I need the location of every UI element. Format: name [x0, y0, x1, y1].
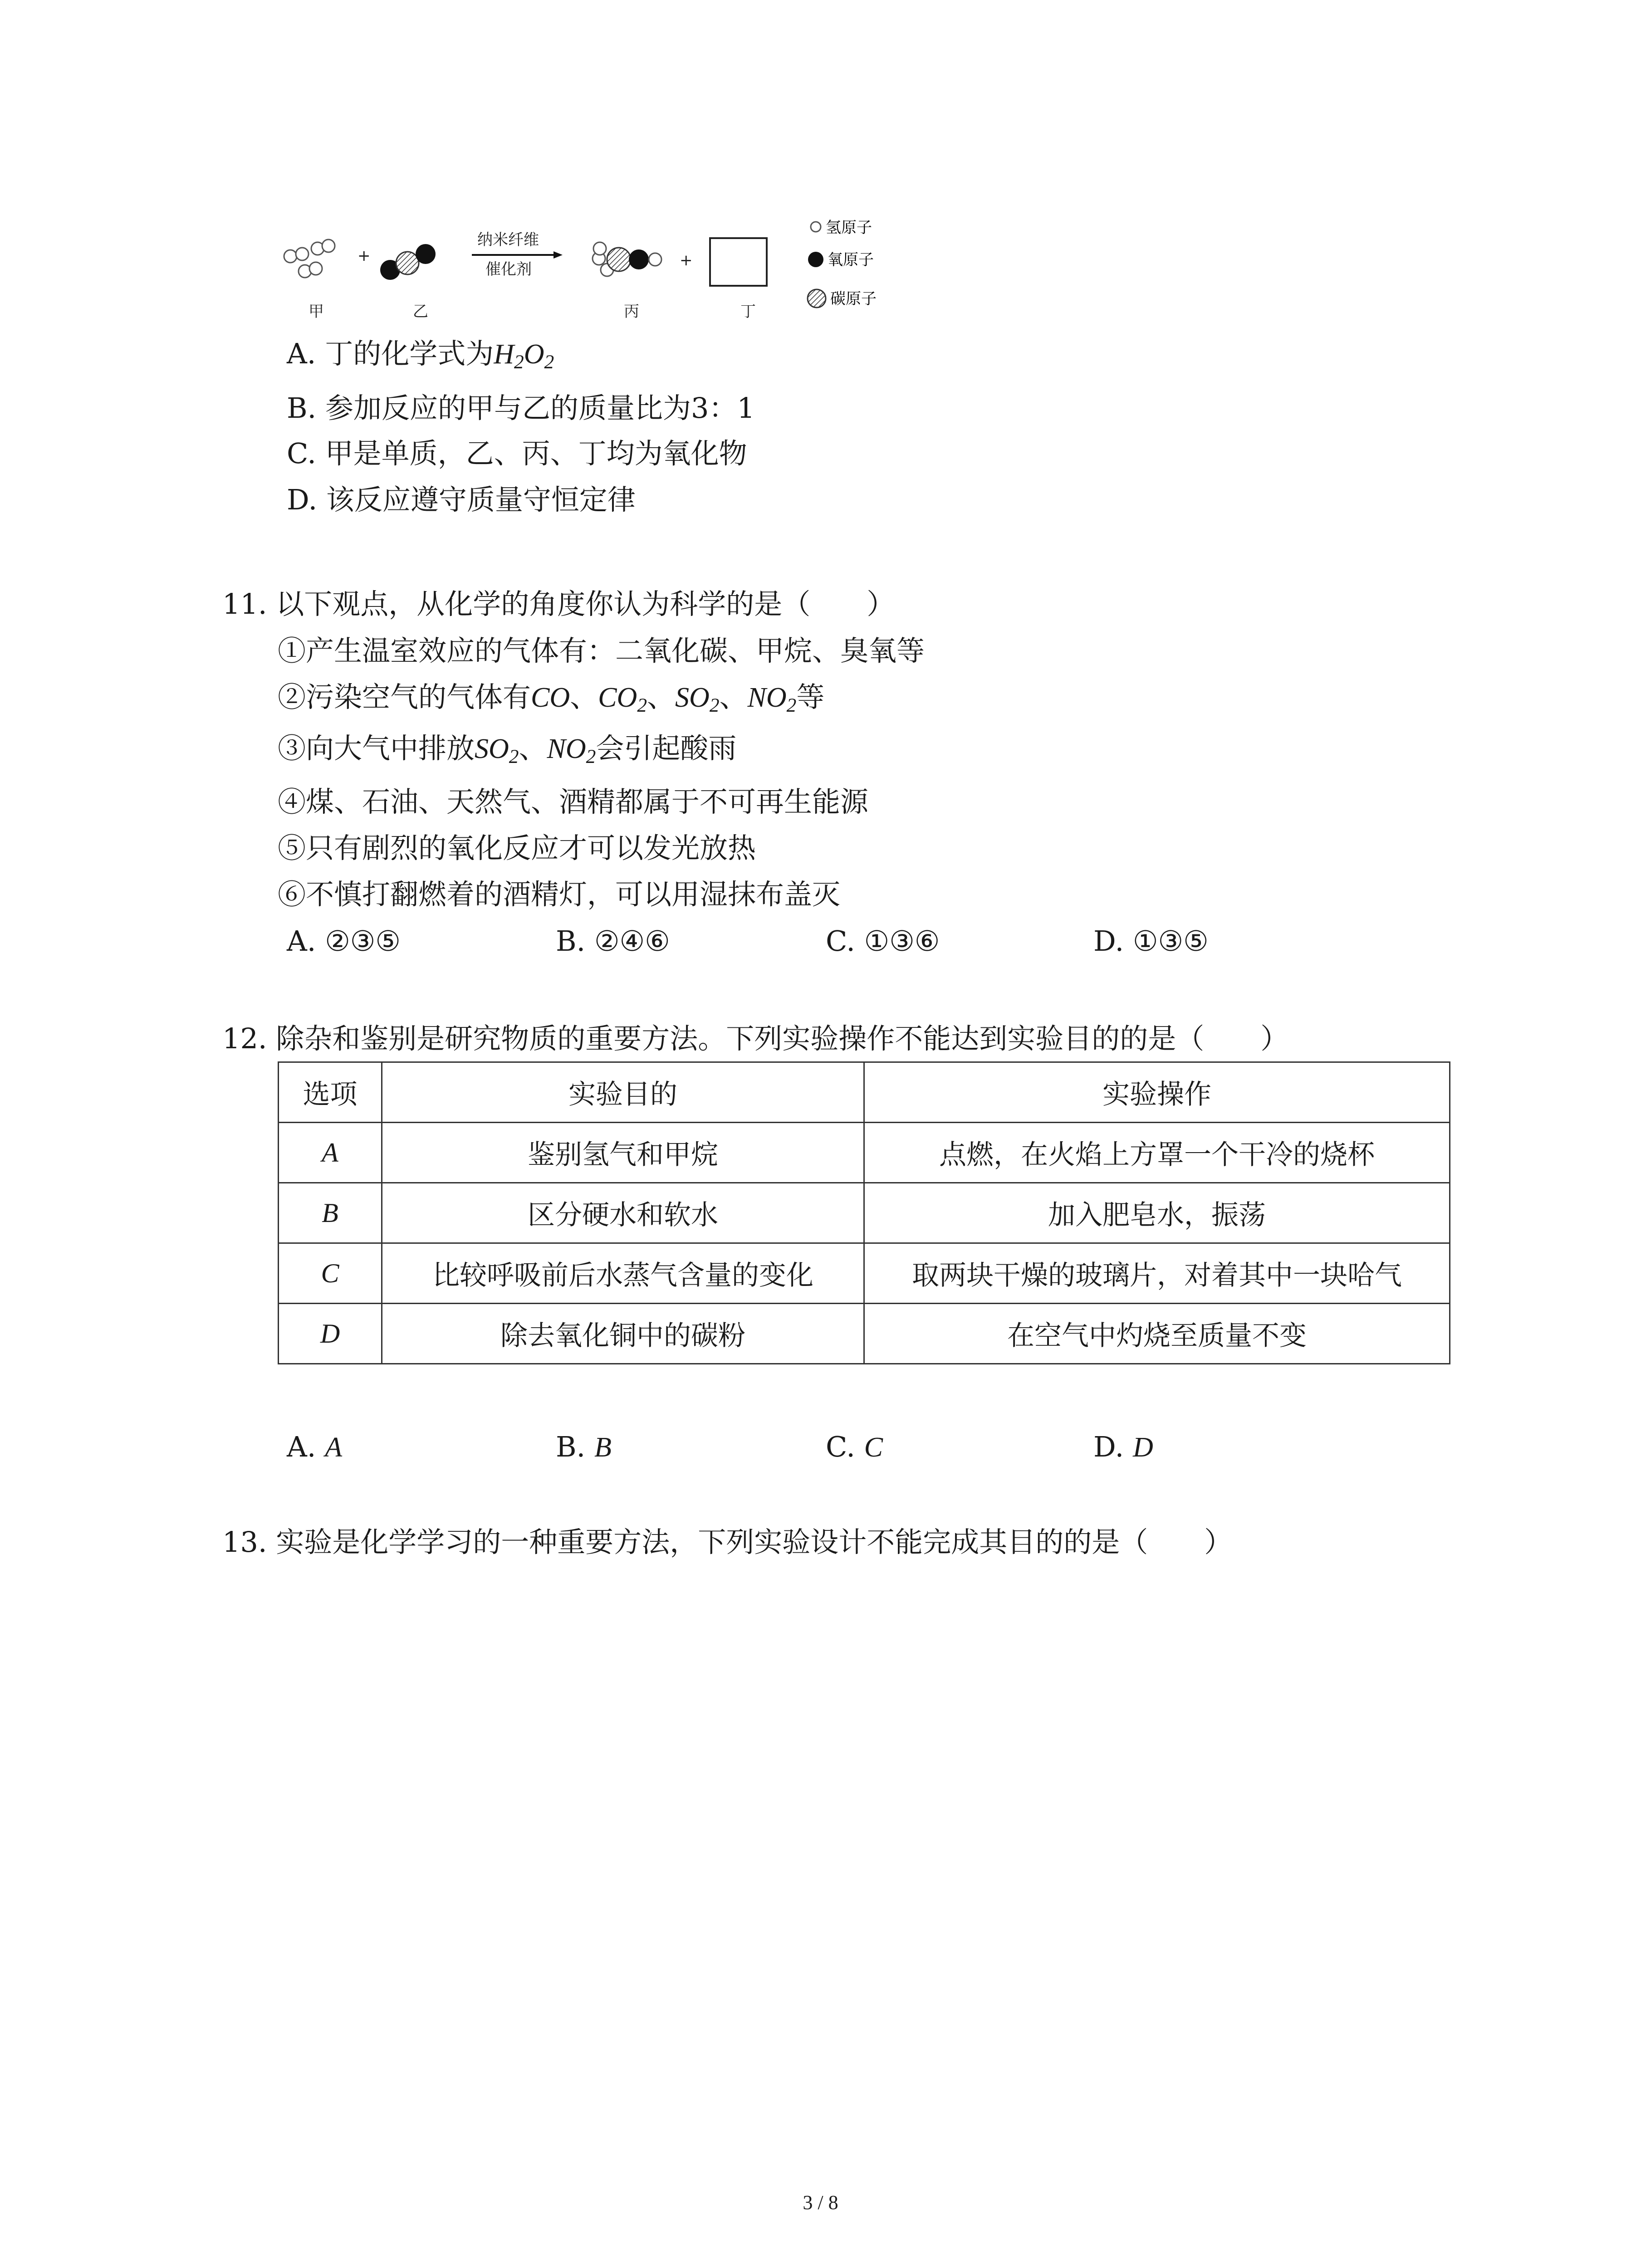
methanol-molecule-icon [593, 242, 661, 276]
label-yi: 乙 [413, 303, 428, 321]
q11-s2-prefix: ②污染空气的气体有 [278, 680, 531, 714]
formula-no2: $NO_2$ [747, 682, 797, 716]
q12-option-d-prefix: D. [1093, 1430, 1124, 1463]
unknown-product-box [710, 238, 767, 286]
q11-statement-2: ②污染空气的气体有CO、$CO_2$、$SO_2$、$NO_2$等 [278, 680, 825, 716]
q12-option-b-letter: B [594, 1432, 612, 1463]
q12-option-c-letter: C [864, 1432, 883, 1463]
formula-h2o2: $H_2O_2$ [494, 339, 554, 373]
svg-text:+: + [358, 247, 371, 265]
q12-option-d-letter: D [1132, 1432, 1153, 1463]
table-cell-option: C [279, 1243, 382, 1304]
table-row [279, 1243, 1450, 1304]
arrow-head-icon [554, 251, 563, 259]
oxygen-atom-icon [808, 252, 823, 267]
catalyst-bottom-text: 催化剂 [485, 260, 532, 279]
q11-statement-3: ③向大气中排放$SO_2$、$NO_2$会引起酸雨 [278, 732, 737, 767]
table-cell-purpose: 除去氧化铜中的碳粉 [382, 1304, 864, 1364]
formula-co2: $CO_2$ [598, 682, 647, 716]
table-cell-operation: 在空气中灼烧至质量不变 [864, 1304, 1450, 1364]
formula-no2-b: $NO_2$ [547, 733, 596, 767]
table-header-row [279, 1062, 1450, 1123]
catalyst-top-text: 纳米纤维 [477, 231, 539, 249]
label-ding: 丁 [740, 303, 756, 321]
q12-option-c [826, 1429, 883, 1466]
q11-statement-5: ⑤只有剧烈的氧化反应才可以发光放热 [278, 831, 756, 865]
table-row [279, 1183, 1450, 1243]
q11-option-b: B. ②④⑥ [556, 924, 670, 958]
table-cell-option: A [279, 1123, 382, 1183]
hydrogen-atom-icon [811, 222, 821, 232]
carbon-atom-icon [808, 289, 826, 308]
q12-stem: 12. 除杂和鉴别是研究物质的重要方法。下列实验操作不能达到实验目的的是（ ） [222, 1022, 1289, 1055]
q12-option-b-prefix: B. [556, 1430, 586, 1463]
legend-carbon: 碳原子 [830, 290, 877, 308]
legend-hydrogen: 氢原子 [826, 219, 872, 237]
formula-so2: $SO_2$ [675, 682, 720, 716]
q10-option-b: B. 参加反应的甲与乙的质量比为3：1 [287, 391, 755, 425]
q12-option-c-prefix: C. [826, 1430, 855, 1463]
table-row [279, 1123, 1450, 1183]
page-number: 3 / 8 [803, 2191, 838, 2214]
q11-s3-suffix: 会引起酸雨 [596, 732, 737, 765]
label-bing: 丙 [624, 303, 639, 321]
q11-option-c: C. ①③⑥ [826, 924, 940, 958]
q11-stem: 11. 以下观点，从化学的角度你认为科学的是（ ） [222, 587, 895, 621]
table-cell-purpose: 鉴别氢气和甲烷 [382, 1123, 864, 1183]
table-cell-operation: 点燃，在火焰上方罩一个干冷的烧杯 [864, 1123, 1450, 1183]
q12-table [278, 1061, 1450, 1364]
legend-oxygen: 氧原子 [828, 251, 874, 269]
q12-option-a-prefix: A. [287, 1430, 316, 1463]
q12-option-d [1093, 1429, 1153, 1466]
q11-statement-4: ④煤、石油、天然气、酒精都属于不可再生能源 [278, 785, 869, 818]
q11-statement-1: ①产生温室效应的气体有：二氧化碳、甲烷、臭氧等 [278, 634, 925, 667]
table-row [279, 1304, 1450, 1364]
formula-list-pollutants: CO [531, 682, 570, 713]
formula-so2-b: $SO_2$ [475, 733, 519, 767]
q10-option-a-text: A. 丁的化学式为 [287, 337, 494, 370]
table-header-purpose: 实验目的 [382, 1062, 864, 1123]
q11-statement-6: ⑥不慎打翻燃着的酒精灯，可以用湿抹布盖灭 [278, 878, 841, 911]
q12-option-a [287, 1429, 342, 1466]
q12-option-a-letter: A [325, 1432, 343, 1463]
table-cell-operation: 加入肥皂水，振荡 [864, 1183, 1450, 1243]
reaction-diagram-svg [281, 218, 926, 340]
legend [808, 219, 877, 308]
label-jia: 甲 [309, 303, 324, 321]
q13-stem: 13. 实验是化学学习的一种重要方法，下列实验设计不能完成其目的的是（ ） [222, 1525, 1233, 1559]
table-cell-operation: 取两块干燥的玻璃片，对着其中一块哈气 [864, 1243, 1450, 1304]
q11-option-d: D. ①③⑤ [1093, 924, 1209, 958]
q11-option-a: A. ②③⑤ [287, 924, 401, 958]
table-cell-purpose: 比较呼吸前后水蒸气含量的变化 [382, 1243, 864, 1304]
q10-option-d: D. 该反应遵守质量守恒定律 [287, 483, 636, 516]
q10-option-a [287, 336, 554, 372]
q12-option-b [556, 1429, 612, 1466]
q11-s3-prefix: ③向大气中排放 [278, 732, 475, 765]
reaction-diagram [281, 218, 926, 340]
table-header-option: 选项 [279, 1062, 382, 1123]
co2-molecule-icon [380, 244, 436, 280]
hydrogen-molecules-icon [284, 240, 335, 278]
table-cell-option: B [279, 1183, 382, 1243]
q11-s2-suffix: 等 [796, 680, 825, 714]
svg-text:+: + [680, 251, 693, 269]
table-header-operation: 实验操作 [864, 1062, 1450, 1123]
table-cell-option: D [279, 1304, 382, 1364]
q10-option-c: C. 甲是单质，乙、丙、丁均为氧化物 [287, 437, 747, 470]
table-cell-purpose: 区分硬水和软水 [382, 1183, 864, 1243]
